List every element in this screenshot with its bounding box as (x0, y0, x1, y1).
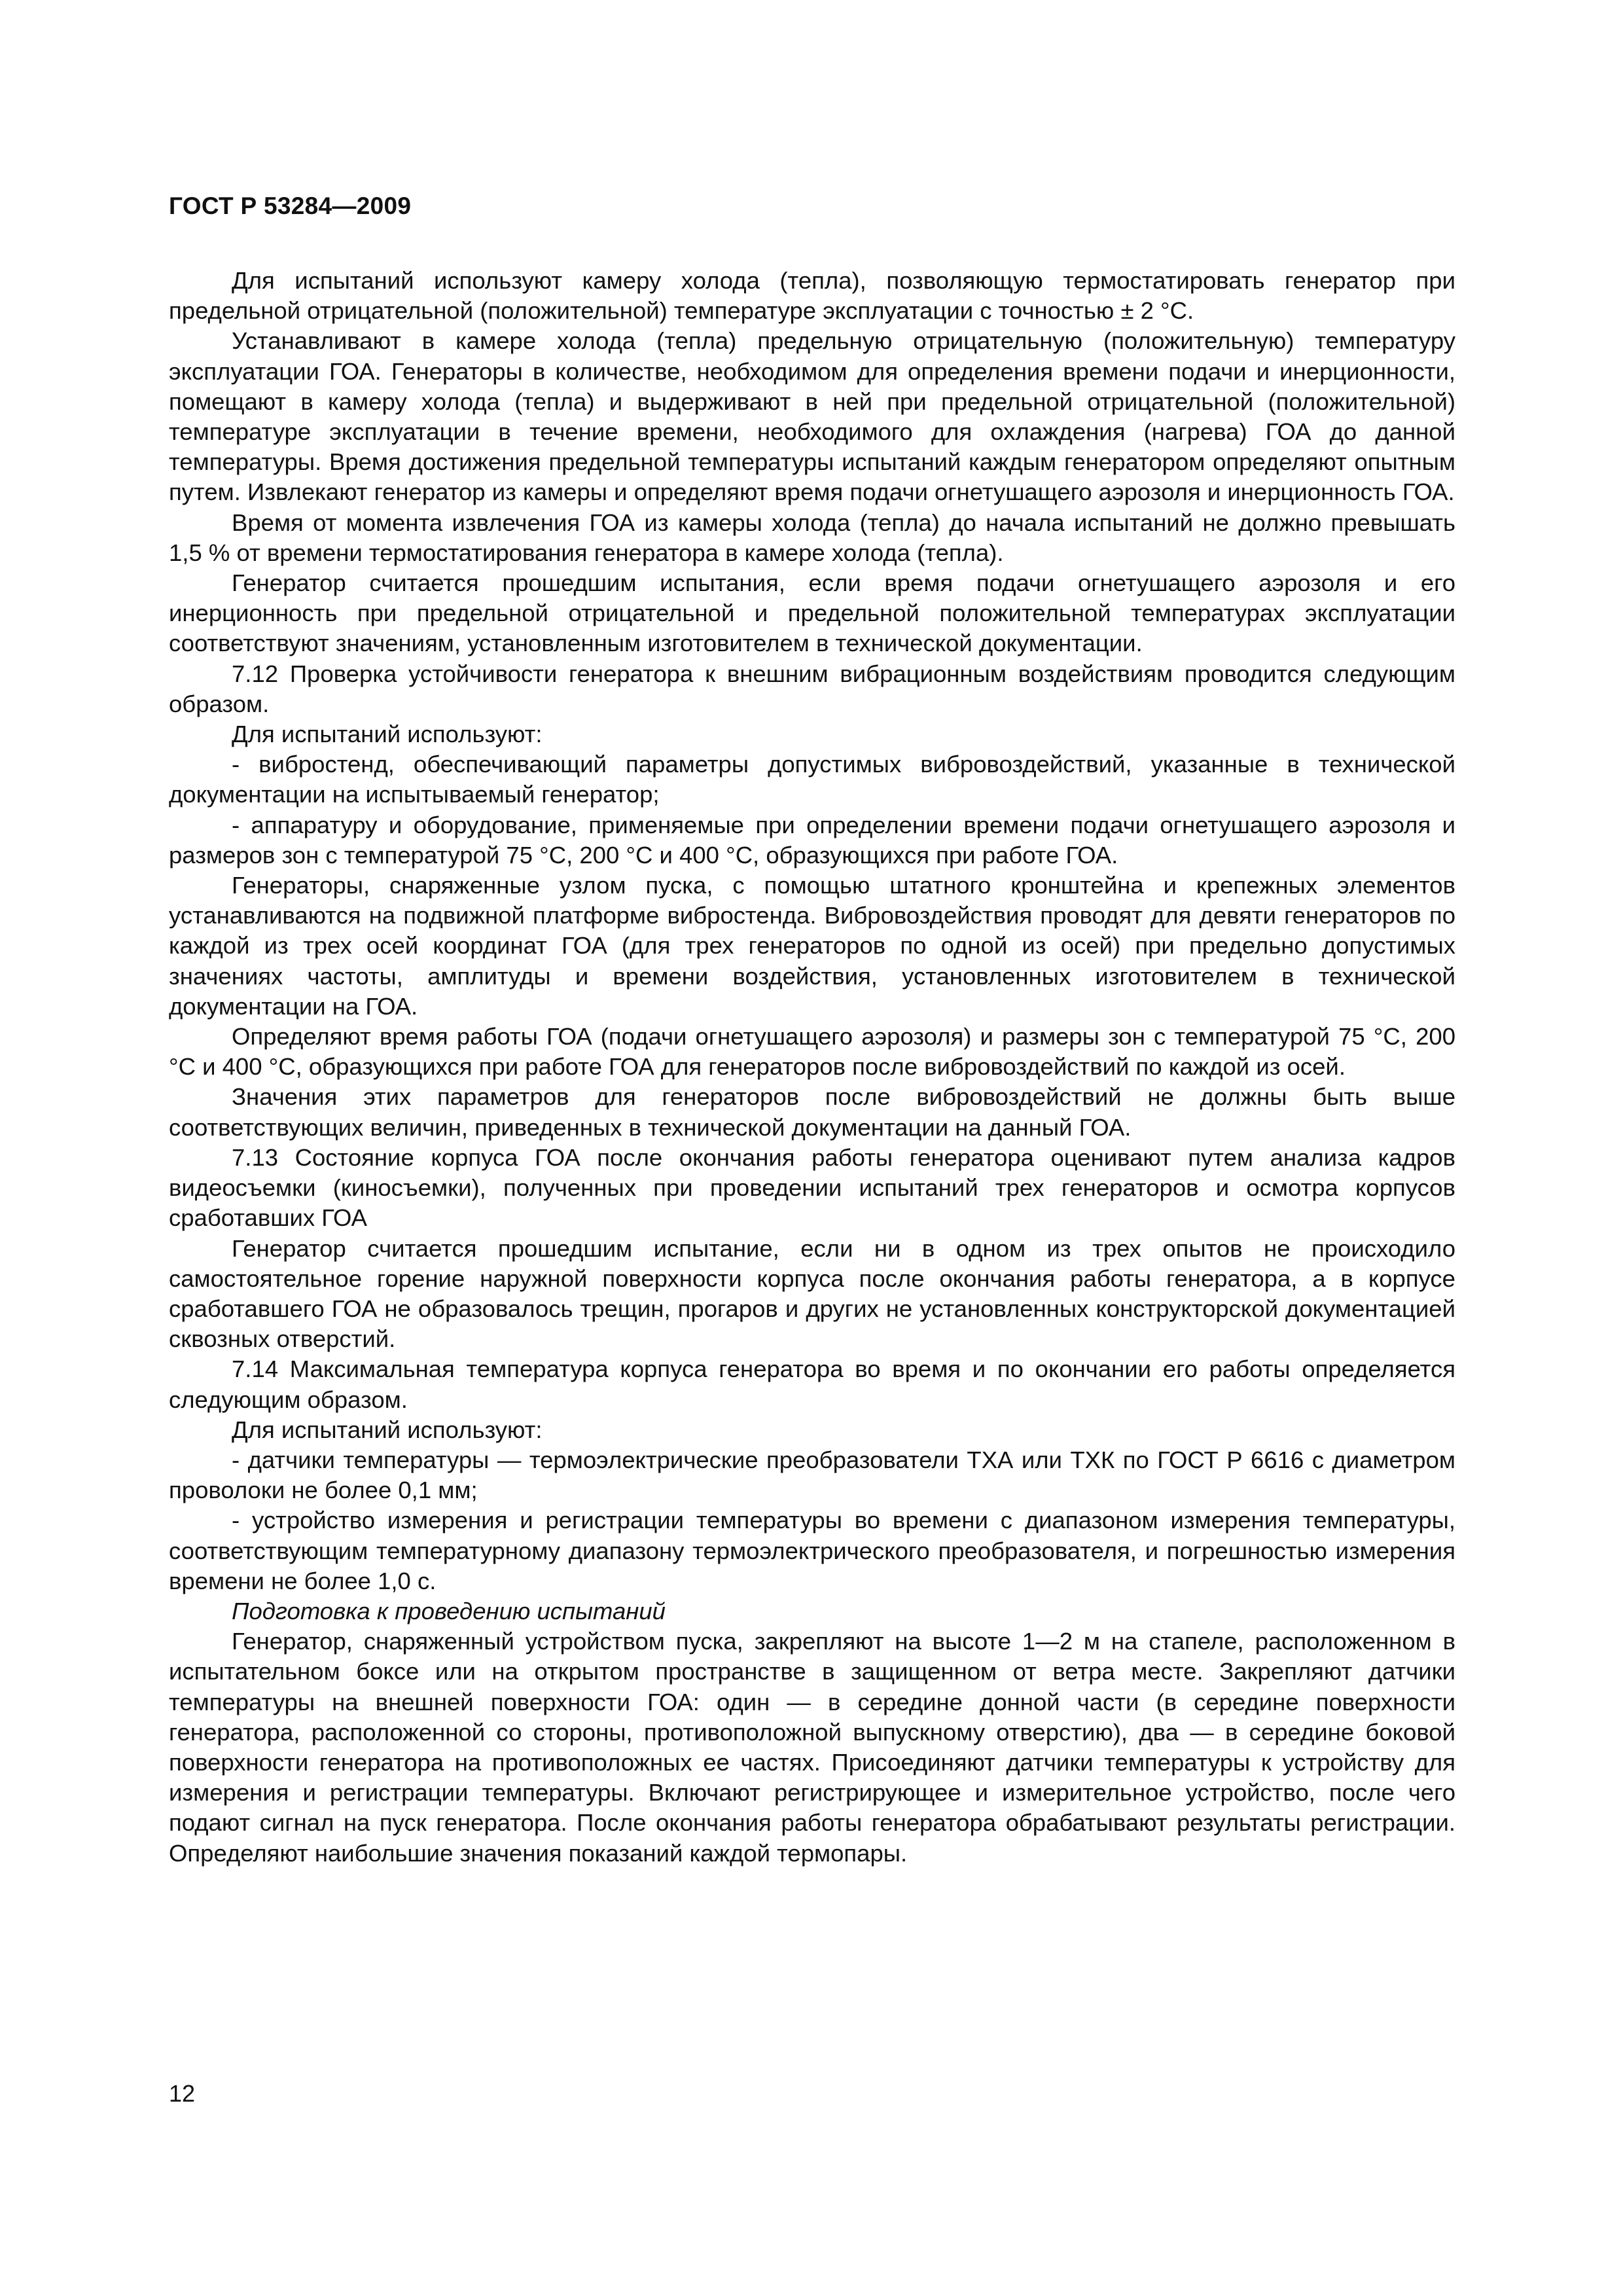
paragraph: Генератор, снаряженный устройством пуска, закрепляют на высоте 1—2 м на стапеле, расположенном в испытательном боксе или на открытом пространстве в защищенном от ветра месте. Закрепляют датчики температуры на внешней поверхности ГОА: один — в середине донной части (в середине поверхности генератора, расположенной со стороны, противоположной выпускному отверстию), два — в середине боковой поверхности генератора на противоположных ее частях. Присоединяют датчики температуры к устройству для измерения и регистрации температуры. Включают регистрирующее и измерительное устройство, после чего подают сигнал на пуск генератора. После окончания работы генератора обрабатывают результаты регистрации. Определяют наибольшие значения показаний каждой термопары. (169, 1628, 1455, 1867)
paragraph: Генераторы, снаряженные узлом пуска, с помощью штатного кронштейна и крепежных элементов устанавливаются на подвижной платформе вибростенда. Вибровоздействия проводят для девяти генераторов по каждой из трех осей координат ГОА (для трех генераторов по одной из осей) при предельно допустимых значениях частоты, амплитуды и времени воздействия, установленных изготовителем в технической документации на ГОА. (169, 872, 1455, 1020)
paragraph: Генератор считается прошедшим испытания, если время подачи огнетушащего аэрозоля и его инерционность при предельной отрицательной и предельной положительной температурах эксплуатации соответствуют значениям, установленным изготовителем в технической документации. (169, 569, 1455, 657)
list-item: - вибростенд, обеспечивающий параметры допустимых вибровоздействий, указанные в технической документации на испытываемый генератор; (169, 751, 1455, 808)
page-number: 12 (169, 2080, 196, 2107)
list-item: - датчики температуры — термоэлектрические преобразователи ТХА или ТХК по ГОСТ Р 6616 с диаметром проволоки не более 0,1 мм; (169, 1446, 1455, 1504)
paragraph: Значения этих параметров для генераторов после вибровоздействий не должны быть выше соответствующих величин, приведенных в технической документации на данный ГОА. (169, 1083, 1455, 1141)
document-header: ГОСТ Р 53284—2009 (169, 192, 412, 219)
paragraph: Устанавливают в камере холода (тепла) предельную отрицательную (положительную) температуру эксплуатации ГОА. Генераторы в количестве, необходимом для определения времени подачи и инерционности, помещают в камеру холода (тепла) и выдерживают в ней при предельной отрицательной (положительной) температуре эксплуатации в течение времени, необходимого для охлаждения (нагрева) ГОА до данной температуры. Время достижения предельной температуры испытаний каждым генератором определяют опытным путем. Извлекают генератор из камеры и определяют время подачи огнетушащего аэрозоля и инерционность ГОА. (169, 327, 1455, 506)
paragraph: Определяют время работы ГОА (подачи огнетушащего аэрозоля) и размеры зон с температурой 75 °С, 200 °С и 400 °С, образующихся при работе ГОА для генераторов после вибровоздействий по каждой из осей. (169, 1023, 1455, 1081)
document-body (169, 266, 1455, 1869)
list-item: - аппаратуру и оборудование, применяемые при определении времени подачи огнетушащего аэрозоля и размеров зон с температурой 75 °С, 200 °С и 400 °С, образующихся при работе ГОА. (169, 811, 1455, 869)
section-7-14-paragraph: 7.14 Максимальная температура корпуса генератора во время и по окончании его работы определяется следующим образом. (169, 1355, 1455, 1413)
paragraph: Время от момента извлечения ГОА из камеры холода (тепла) до начала испытаний не должно превышать 1,5 % от времени термостатирования генератора в камере холода (тепла). (169, 509, 1455, 566)
paragraph: Для испытаний используют: (232, 721, 543, 748)
subheading: Подготовка к проведению испытаний (232, 1597, 666, 1624)
section-7-12-paragraph: 7.12 Проверка устойчивости генератора к внешним вибрационным воздействиям проводится следующим образом. (169, 660, 1455, 717)
paragraph: Для испытаний используют: (232, 1416, 543, 1443)
paragraph: Для испытаний используют камеру холода (тепла), позволяющую термостатировать генератор при предельной отрицательной (положительной) температуре эксплуатации с точностью ± 2 °С. (169, 267, 1455, 325)
list-item: - устройство измерения и регистрации температуры во времени с диапазоном измерения температуры, соответствующим температурному диапазону термоэлектрического преобразователя, и погрешностью измерения времени не более 1,0 с. (169, 1507, 1455, 1594)
section-7-13-paragraph: 7.13 Состояние корпуса ГОА после окончания работы генератора оценивают путем анализа кадров видеосъемки (киносъемки), полученных при проведении испытаний трех генераторов и осмотра корпусов сработавших ГОА (169, 1143, 1455, 1232)
paragraph: Генератор считается прошедшим испытание, если ни в одном из трех опытов не происходило самостоятельное горение наружной поверхности корпуса после окончания работы генератора, а в корпусе сработавшего ГОА не образовалось трещин, прогаров и других не установленных конструкторской документацией сквозных отверстий. (169, 1234, 1455, 1353)
